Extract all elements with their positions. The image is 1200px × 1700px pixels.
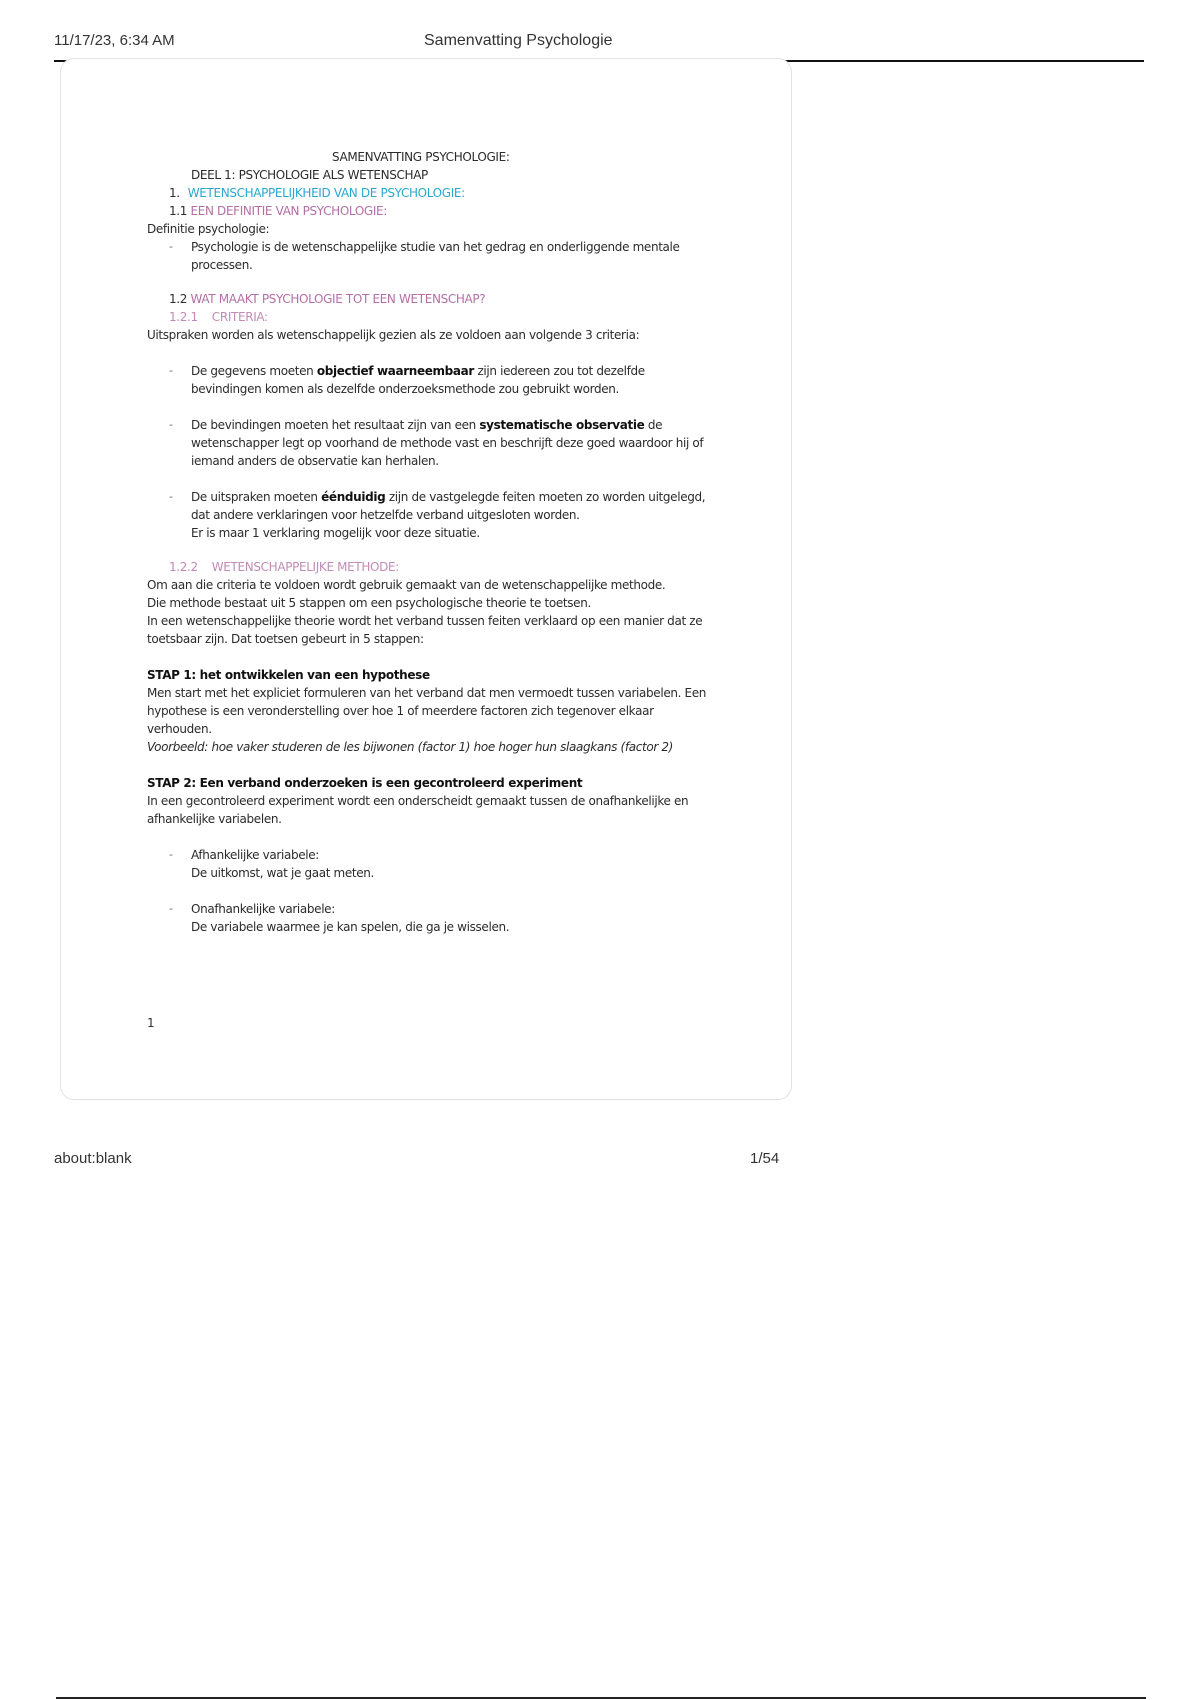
criterion-2 — [191, 416, 707, 470]
document-content — [147, 148, 707, 936]
heading-1-2-1 — [169, 308, 707, 326]
method-paragraph-2: Die methode bestaat uit 5 stappen om een psychologische theorie te toetsen. — [147, 596, 591, 610]
variable-dependent-label: - Afhankelijke variabele: — [191, 848, 319, 862]
heading-1-text: WETENSCHAPPELIJKHEID VAN DE PSYCHOLOGIE: — [187, 186, 465, 200]
step-2-title: STAP 2: Een verband onderzoeken is een gecontroleerd experiment — [147, 776, 583, 790]
step-1-title: STAP 1: het ontwikkelen van een hypothese — [147, 668, 430, 682]
method-paragraph-1: Om aan die criteria te voldoen wordt gebruik gemaakt van de wetenschappelijke methode. — [147, 578, 666, 592]
print-footer-page-count: 1/54 — [750, 1150, 780, 1167]
heading-1-1 — [169, 202, 707, 220]
criterion-2-term: systematische observatie — [479, 418, 645, 432]
criterion-2-text: De bevindingen moeten het resultaat zijn van een — [191, 418, 480, 432]
criterion-1 — [191, 362, 707, 398]
variable-independent — [191, 900, 707, 936]
definition-bullet: - Psychologie is de wetenschappelijke studie van het gedrag en onderliggende mentale processen. — [191, 238, 707, 274]
criterion-1-term: objectief waarneembaar — [316, 364, 474, 378]
heading-1-1-text: EEN DEFINITIE VAN PSYCHOLOGIE: — [190, 204, 387, 218]
variable-dependent-text: De uitkomst, wat je gaat meten. — [191, 866, 375, 880]
criterion-3 — [191, 488, 707, 542]
bottom-divider — [56, 1697, 1146, 1699]
step-1-text: Men start met het expliciet formuleren van het verband dat men vermoedt tussen variabelen. Een hypothese is een veronderstelling over hoe 1 of meerdere factoren zich tegenover elkaar verhouden. — [147, 686, 707, 736]
part-heading: DEEL 1: PSYCHOLOGIE ALS WETENSCHAP — [191, 168, 428, 182]
criterion-3-term: éénduidig — [321, 490, 386, 504]
step-2-text: In een gecontroleerd experiment wordt een onderscheidt gemaakt tussen de onafhankelijke en afhankelijke variabelen. — [147, 794, 689, 826]
print-title: Samenvatting Psychologie — [424, 32, 613, 49]
heading-1-2-2 — [169, 558, 707, 576]
heading-1-number: 1. — [169, 186, 180, 200]
heading-1-2-1-text: CRITERIA: — [211, 310, 268, 324]
heading-1-2-text: WAT MAAKT PSYCHOLOGIE TOT EEN WETENSCHAP? — [190, 292, 486, 306]
heading-1-1-number: 1.1 — [169, 204, 191, 218]
method-paragraph-3: In een wetenschappelijke theorie wordt het verband tussen feiten verklaard op een manier dat ze toetsbaar zijn. Dat toetsen gebeurt in 5 stappen: — [147, 614, 703, 646]
criterion-3-text: De uitspraken moeten — [191, 490, 322, 504]
page-number: 1 — [147, 1016, 155, 1030]
criterion-3-explanation: zijn de vastgelegde feiten moeten zo worden uitgelegd, dat andere verklaringen voor hetzelfde verband uitgesloten worden. — [191, 490, 706, 522]
step-1-example: Voorbeeld: hoe vaker studeren de les bijwonen (factor 1) hoe hoger hun slaagkans (factor 2) — [147, 740, 673, 754]
heading-1-2-number: 1.2 — [169, 292, 191, 306]
print-datetime: 11/17/23, 6:34 AM — [54, 32, 175, 49]
criterion-2-explanation: de wetenschapper legt op voorhand de methode vast en beschrijft deze goed waardoor hij of iemand anders de observatie kan herhalen. — [191, 418, 704, 468]
criteria-intro: Uitspraken worden als wetenschappelijk gezien als ze voldoen aan volgende 3 criteria: — [147, 328, 640, 342]
heading-1-2-2-number: 1.2.2 — [169, 560, 198, 574]
print-footer-url: about:blank — [54, 1150, 132, 1167]
heading-1-2-2-text: WETENSCHAPPELIJKE METHODE: — [211, 560, 399, 574]
criterion-1-explanation: zijn iedereen zou tot dezelfde bevindingen komen als dezelfde onderzoeksmethode zou gebruikt worden. — [191, 364, 645, 396]
variable-dependent — [191, 846, 707, 882]
variable-independent-label: - Onafhankelijke variabele: — [191, 902, 335, 916]
heading-1-2-1-number: 1.2.1 — [169, 310, 198, 324]
criterion-1-text: De gegevens moeten — [191, 364, 317, 378]
variable-independent-text: De variabele waarmee je kan spelen, die ga je wisselen. — [191, 920, 510, 934]
criterion-3-extra: Er is maar 1 verklaring mogelijk voor deze situatie. — [191, 526, 480, 540]
heading-1-2 — [169, 290, 707, 308]
heading-1 — [169, 184, 707, 202]
definition-label: Definitie psychologie: — [147, 222, 270, 236]
document-title: SAMENVATTING PSYCHOLOGIE: — [332, 150, 510, 164]
